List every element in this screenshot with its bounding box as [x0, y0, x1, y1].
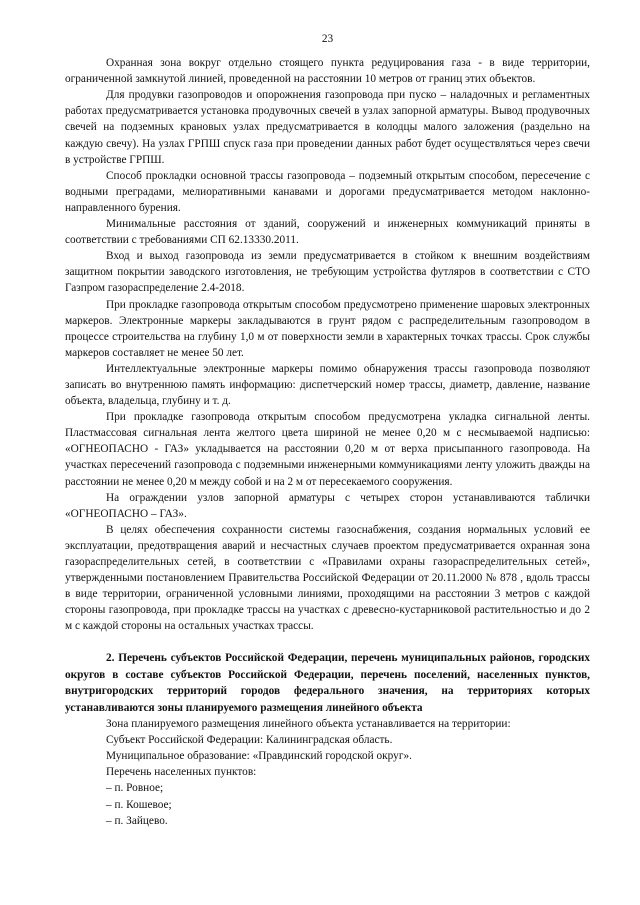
settlements-list — [65, 780, 590, 828]
paragraph-electronic-markers: При прокладке газопровода открытым способом предусмотрено применение шаровых электронных маркеров. Электронные маркеры закладываются в грунт рядом с распределительным газопроводом в процессе строительства на глубину 1,0 м от поверхности земли в характерных точках трассы. Срок службы маркеров составляет не менее 50 лет. — [65, 298, 590, 359]
paragraph-intelligent-markers: Интеллектуальные электронные маркеры помимо обнаружения трассы газопровода позволяют записать во внутреннюю память информацию: диспетчерский номер трассы, диаметр, давление, название объекта, владельца, глубину и т. д. — [65, 362, 590, 408]
paragraph-purge-candles: Для продувки газопроводов и опорожнения газопровода при пуско – наладочных и регламентных работах предусматривается установка продувочных свечей в узлах запорной арматуры. Вывод продувочных свечей на подземных крановых узлах предусматривается в колодцы малого заложения (раздельно на каждую свечу). На узлах ГРПШ спуск газа при проведении данных работ будет осуществляться через свечи в устройстве ГРПШ. — [65, 89, 590, 166]
section-heading: 2. Перечень субъектов Российской Федерации, перечень муниципальных районов, городских округов в составе субъектов Российской Федерации, перечень поселений, населенных пунктов, внутригородских территорий городов федерального значения, на территориях которых устанавливаются зоны планируемого размещения линейного объекта — [65, 652, 590, 714]
paragraph-reduction-point-zone: Охранная зона вокруг отдельно стоящего пункта редуцирования газа - в виде территории, ограниченной замкнутой линией, проведенной на расстоянии 10 метров от границ этих объектов. — [65, 57, 590, 86]
settlements-title: Перечень населенных пунктов: — [106, 766, 257, 779]
list-item: – п. Зайцево. — [106, 814, 168, 827]
zone-intro: Зона планируемого размещения линейного объекта устанавливается на территории: — [106, 718, 511, 731]
paragraph-entry-exit-coating: Вход и выход газопровода из земли предусматривается в стойком к внешним воздействиям защитном покрытии заводского изготовления, не требующим устройства футляров в соответствии с СТО Газпром газораспределение 2.4-2018. — [65, 250, 590, 295]
municipality-line: Муниципальное образование: «Правдинский городской округ». — [106, 750, 412, 763]
list-item: – п. Кошевое; — [106, 798, 172, 811]
paragraph-signal-tape: При прокладке газопровода открытым способом предусмотрена укладка сигнальной ленты. Пластмассовая сигнальная лента желтого цвета шириной не менее 0,20 м с несмываемой надписью: «ОГНЕОПАСНО - ГАЗ» укладывается на расстоянии 0,20 м от верха присыпанного газопровода. На участках пересечений газопровода с подземными инженерными коммуникациями ленту уложить дважды на расстоянии не менее 0,20 м между собой и на 2 м от пересекаемого сооружения. — [65, 411, 590, 488]
paragraph-warning-signs: На ограждении узлов запорной арматуры с четырех сторон устанавливаются таблички «ОГНЕОПАСНО – ГАЗ». — [65, 491, 590, 520]
paragraph-minimum-distances: Минимальные расстояния от зданий, сооружений и инженерных коммуникаций приняты в соответствии с требованиями СП 62.13330.2011. — [65, 218, 590, 247]
page-number: 23 — [321, 33, 334, 45]
subject-line: Субъект Российской Федерации: Калининградская область. — [106, 734, 393, 747]
paragraph-protection-zone: В целях обеспечения сохранности системы газоснабжения, создания нормальных условий ее эксплуатации, предотвращения аварий и несчастных случаев проектом предусматривается охранная зона газораспределительных сетей, в соответствии с «Правилами охраны газораспределительных сетей», утвержденными постановлением Правительства Российской Федерации от 20.11.2000 № 878 , вдоль трассы в виде территории, ограниченной условными линиями, проходящими на расстоянии 3 метров с каждой стороны газопровода, при прокладке трассы на участках с древесно-кустарниковой растительностью и до 2 м с каждой стороны на остальных участках трассы. — [65, 523, 590, 633]
list-item: – п. Ровное; — [106, 782, 164, 795]
paragraph-laying-method: Способ прокладки основной трассы газопровода – подземный открытым способом, пересечение с водными преградами, мелиоративными канавами и дорогами предусматривается методом наклонно-направленного бурения. — [65, 169, 590, 214]
